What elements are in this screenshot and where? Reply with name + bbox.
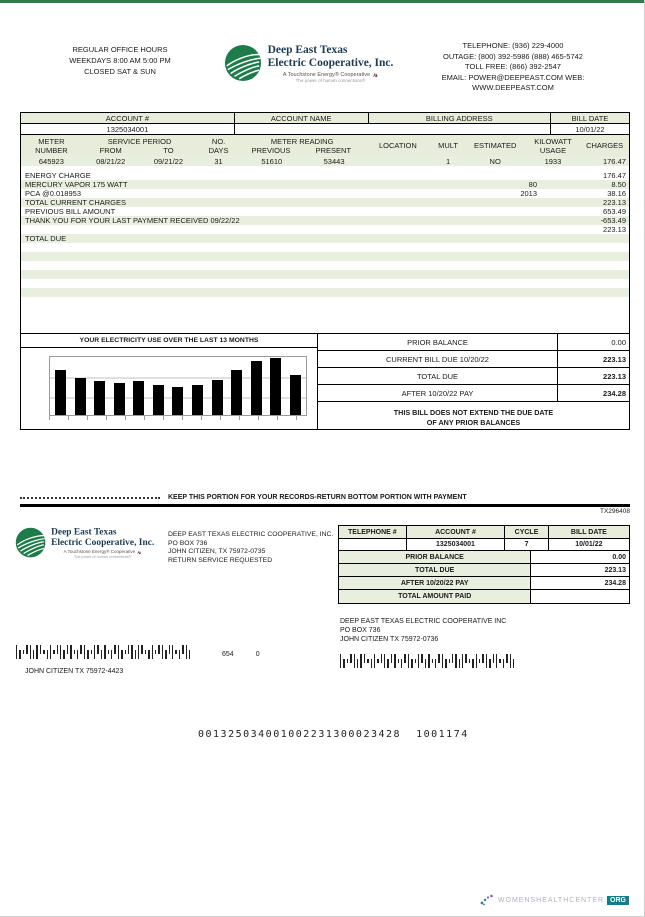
charge-label: TOTAL DUE [25,234,67,243]
barcode-bar [94,645,95,659]
remit-postal-barcode [340,654,514,668]
balance-row-value: 223.13 [557,351,629,367]
barcode-bar [398,659,399,663]
charge-amount: 8.50 [611,180,626,189]
contact-line-telephone: TELEPHONE: (936) 229-4000 [462,41,564,50]
barcode-bar [418,654,419,668]
stub-row-value: 223.13 [530,564,629,576]
charge-label: PCA @0.018953 [25,189,81,198]
touchstone-subtagline: The power of human connections® [74,554,132,559]
barcode-bar [415,659,416,663]
charge-amount: 223.13 [603,198,626,207]
barcode-bar [506,654,507,663]
barcode-bar [63,650,64,659]
account-values-row [21,124,629,135]
return-address-line: DEEP EAST TEXAS ELECTRIC COOPERATIVE, INC. [168,531,334,538]
barcode-bar [101,650,102,659]
contact-line-website: WWW.DEEPEAST.COM [472,83,554,92]
office-hours-line: REGULAR OFFICE HOURS [72,45,168,54]
contact-info-block [397,38,629,94]
coop-circle-logo-icon [224,44,262,82]
usage-bar [270,358,281,415]
charge-row [21,288,629,297]
barcode-bar [465,654,466,663]
charge-label: PREVIOUS BILL AMOUNT [25,207,116,216]
barcode-bar [411,659,412,668]
barcode-bar [50,645,51,659]
barcode-bar [421,654,422,663]
return-address-line: RETURN SERVICE REQUESTED [168,556,273,564]
watermark [479,894,629,906]
stub-company-logo [15,527,154,559]
barcode-bar [145,650,146,654]
barcode-bar [131,645,132,659]
meter-header-row [21,135,629,156]
barcode-bar [74,650,75,654]
balance-row [318,351,629,368]
barcode-bar [469,659,470,663]
present-reading-value: 53443 [323,156,345,166]
usage-bar [94,381,105,415]
contact-line-email: EMAIL: POWER@DEEPEAST.COM WEB: [441,72,585,82]
balance-row-value: 223.13 [557,368,629,384]
stub-company-name [51,527,154,559]
barcode-bar [155,650,156,654]
barcode-bar [67,645,68,654]
barcode-bar [343,659,344,668]
barcode-bar [486,654,487,668]
usage-chart-title: YOUR ELECTRICITY USE OVER THE LAST 13 MONTHS [21,334,317,348]
service-period-header: SERVICE PERIOD FROM TO [99,136,174,155]
stub-account-header: ACCOUNT # [406,526,505,538]
balance-row-label: PRIOR BALANCE [407,337,468,347]
usage-bar [192,385,203,415]
charge-row [21,207,629,216]
charge-row [21,198,629,207]
barcode-bar [442,654,443,668]
balance-row-label: CURRENT BILL DUE 10/20/22 [386,354,489,364]
remit-address-line: DEEP EAST TEXAS ELECTRIC COOPERATIVE INC [340,618,507,625]
mult-value: 1 [445,156,451,166]
barcode-bar [472,659,473,668]
barcode-bar [128,645,129,654]
usage-chart-axis-ticks [49,416,307,420]
barcode-bar [435,659,436,668]
company-logo [224,44,394,94]
barcode-bar [391,654,392,663]
barcode-bar [175,650,176,654]
stub-balance-row [339,564,629,577]
charge-row [21,243,629,252]
barcode-bar [30,645,31,659]
barcode-bar [462,654,463,668]
touchstone-flame-icon [137,550,142,555]
balance-row [318,368,629,385]
balance-row [318,334,629,351]
barcode-bar [80,645,81,654]
billing-address-header: BILLING ADDRESS [368,113,550,123]
usage-bar [55,370,66,415]
barcode-bar [408,654,409,668]
company-name-line2: Electric Cooperative, Inc. [51,537,155,548]
account-name-header: ACCOUNT NAME [234,113,368,123]
charge-label: THANK YOU FOR YOUR LAST PAYMENT RECEIVED 09/22/22 [25,216,240,225]
meter-reading-header: METER READING PREVIOUS PRESENT [251,136,352,155]
stub-row-value: 0.00 [530,551,629,563]
previous-reading-value: 51610 [261,156,283,166]
barcode-bar [381,654,382,663]
barcode-bar [340,654,341,668]
usage-bar [231,370,242,415]
stub-cycle-header: CYCLE [504,526,548,538]
bill-summary-table [20,112,630,333]
barcode-bar [165,650,166,659]
touchstone-tagline-text: A Touchstone Energy® Cooperative [282,72,371,78]
barcode-bar [43,650,44,654]
balance-row-label: AFTER 10/20/22 PAY [401,388,474,398]
touchstone-flame-icon [372,72,378,78]
due-date-note-line2: OF ANY PRIOR BALANCES [426,418,521,427]
barcode-bar [449,659,450,663]
barcode-bar [33,650,34,659]
billing-address-value [368,124,550,134]
barcode-bar [499,659,500,663]
usage-chart-bars [55,357,301,415]
barcode-bar [482,654,483,663]
barcode-bar [387,659,388,668]
charge-row [21,225,629,234]
charge-row [21,171,629,180]
balance-row-value: 0.00 [557,334,629,350]
customer-address-line: JOHN CITIZEN TX 75972-4423 [25,668,124,675]
charge-amount: 176.47 [603,171,626,180]
customer-postal-barcode [16,645,190,659]
stub-row-value: 234.28 [530,577,629,589]
form-code: TX296408 [600,508,630,515]
ocr-scanline: 001325034001002231300023428 1001174 [198,729,469,740]
charge-amount: 223.13 [603,225,626,234]
stub-balance-rows [339,551,629,603]
barcode-bar [148,650,149,659]
barcode-bar [53,650,54,654]
barcode-bar [513,659,514,668]
charge-row [21,297,629,306]
charge-row [21,180,629,189]
barcode-bar [77,650,78,659]
watermark-text: WOMENSHEALTHCENTER [497,896,605,904]
stub-balance-row [339,577,629,590]
barcode-bar [135,650,136,659]
office-hours-line: CLOSED SAT & SUN [84,67,156,76]
coop-circle-logo-icon [15,527,46,558]
account-number-header: ACCOUNT # [105,113,149,123]
balance-row-value: 234.28 [557,385,629,401]
barcode-bar [26,645,27,654]
remit-address-line: JOHN CITIZEN TX 75972-0736 [340,636,439,643]
barcode-bar [87,650,88,659]
stub-table-values-row [339,539,629,551]
barcode-bar [152,645,153,659]
barcode-bar [438,654,439,663]
barcode-bar [350,654,351,663]
balance-summary-box [318,333,630,430]
charge-row [21,252,629,261]
touchstone-tagline-text: A Touchstone Energy® Cooperative [63,549,136,555]
barcode-bar [138,645,139,659]
usage-chart-plot [49,356,307,416]
barcode-bar [70,645,71,659]
tear-off-divider [20,494,630,515]
barcode-bar [425,659,426,668]
location-header: LOCATION [379,141,417,150]
barcode-bar [496,654,497,668]
stub-row-value [530,590,629,603]
barcode-bar [158,645,159,654]
stub-balance-row [339,551,629,564]
sort-code-left: 654 [222,651,234,658]
barcode-bar [172,645,173,659]
watermark-badge: ORG [607,896,629,905]
office-hours-line: WEEKDAYS 8:00 AM 5:00 PM [69,56,171,65]
barcode-bar [36,645,37,659]
sort-code-right: 0 [255,651,260,658]
barcode-bar [452,654,453,663]
company-name [268,44,394,83]
barcode-bar [179,650,180,659]
charge-row [21,270,629,279]
meter-number-header: METER NUMBER [35,136,68,155]
estimated-value: NO [489,156,501,166]
barcode-bar [40,645,41,654]
office-hours-block [20,38,220,94]
stub-table-header-row [339,526,629,539]
stub-balance-row [339,590,629,603]
barcode-bar [432,659,433,663]
barcode-bar [347,659,348,663]
barcode-bar [23,650,24,654]
charges-header: CHARGES [586,141,624,150]
barcode-bar [118,645,119,659]
barcode-bar [364,654,365,663]
barcode-bar [503,659,504,668]
balance-row-label: TOTAL DUE [416,371,459,381]
charge-row [21,189,629,198]
barcode-bar [57,645,58,654]
account-header-row [21,112,629,124]
barcode-bar [459,659,460,668]
stub-account-value: 1325034001 [406,539,505,550]
account-number-value: 1325034001 [106,124,149,134]
usage-bar [114,383,125,415]
location-value [364,156,431,166]
barcode-bar [125,650,126,654]
balance-row [318,385,629,402]
barcode-bar [114,645,115,654]
barcode-bar [377,659,378,663]
barcode-bar [141,645,142,654]
barcode-bar [121,650,122,659]
company-name-line1: Deep East Texas [51,527,117,537]
charge-amount: 653.49 [603,207,626,216]
mail-sort-codes [222,651,260,658]
barcode-bar [182,645,183,654]
keep-portion-instruction: KEEP THIS PORTION FOR YOUR RECORDS-RETURN BOTTOM PORTION WITH PAYMENT [168,494,467,501]
charge-amount: 38.16 [607,189,626,198]
barcode-bar [97,645,98,654]
charge-label: MERCURY VAPOR 175 WATT [25,180,128,189]
service-from-value: 08/21/22 [96,156,126,166]
usage-bar [290,375,301,415]
contact-line-tollfree: TOLL FREE: (866) 392-2547 [465,62,561,71]
usage-bar [251,361,262,415]
return-address-block [168,531,333,565]
barcode-bar [360,654,361,668]
no-days-header: NO. DAYS [208,136,229,155]
barcode-bar [374,654,375,668]
charge-label: TOTAL CURRENT CHARGES [25,198,126,207]
service-to-value: 09/21/22 [153,156,184,166]
stub-bill-date-header: BILL DATE [548,526,629,538]
barcode-bar [47,650,48,659]
charge-row [21,216,629,225]
page-top-green-rule [0,0,644,3]
divider-rule [20,504,630,507]
charge-row [21,234,629,243]
touchstone-subtagline: The power of human connections® [295,78,366,83]
bill-date-value: 10/01/22 [550,124,629,134]
bill-date-header: BILL DATE [550,113,629,123]
barcode-bar [428,654,429,668]
meter-values-row [21,156,629,166]
charge-row [21,279,629,288]
meter-number-value: 645923 [38,156,64,166]
stub-row-label: PRIOR BALANCE [339,551,530,563]
barcode-bar [384,654,385,668]
barcode-bar [401,659,402,668]
stub-summary-table [338,525,630,604]
barcode-bar [394,654,395,668]
charge-qty: 2013 [520,189,537,198]
usage-bar [153,385,164,415]
barcode-bar [510,654,511,668]
barcode-bar [357,659,358,668]
barcode-bar [19,650,20,659]
stub-row-label: TOTAL DUE [339,564,530,576]
barcode-bar [476,654,477,668]
barcode-bar [489,659,490,668]
charges-value: 176.47 [602,156,626,166]
charge-qty: 80 [528,180,537,189]
watermark-dots-icon [479,894,495,906]
perforation-dots [20,497,160,499]
barcode-bar [479,659,480,663]
contact-line-outage: OUTAGE: (800) 392-5986 (888) 465-5742 [443,51,583,61]
barcode-bar [91,650,92,654]
usage-bar [212,380,223,415]
mult-header: MULT [438,141,459,150]
barcode-bar [189,650,190,659]
stub-row-label: TOTAL AMOUNT PAID [339,590,530,603]
stub-telephone-value [339,539,406,550]
company-logo-block [220,38,397,94]
kilowatt-usage-value: 1933 [544,156,562,166]
usage-bar [133,381,144,415]
company-name-line1: Deep East Texas [267,44,348,56]
bill-header [20,38,629,94]
barcode-bar [455,654,456,668]
barcode-bar [16,645,17,659]
barcode-bar [371,659,372,668]
barcode-bar [367,659,368,663]
account-name-value [234,124,368,134]
return-address-line: PO BOX 736 [168,539,208,547]
usage-bar [75,378,86,415]
barcode-bar [104,645,105,659]
charge-row [21,261,629,270]
barcode-bar [354,654,355,668]
barcode-bar [404,654,405,663]
stub-row-label: AFTER 10/20/22 PAY [339,577,530,589]
barcode-bar [108,650,109,654]
charge-amount: -653.49 [600,216,626,225]
kilowatt-usage-header: KILOWATT USAGE [534,136,572,155]
due-date-note [318,402,629,428]
remit-address-block [340,617,506,644]
barcode-bar [186,645,187,659]
barcode-bar [162,645,163,659]
stub-bill-date-value: 10/01/22 [548,539,629,550]
estimated-header: ESTIMATED [474,141,517,150]
barcode-bar [493,654,494,663]
barcode-bar [84,645,85,659]
charge-label: ENERGY CHARGE [25,171,91,180]
stub-cycle-value: 7 [504,539,548,550]
charges-rows [21,171,629,306]
barcode-bar [111,650,112,659]
company-name-line2: Electric Cooperative, Inc. [267,57,394,69]
balance-rows [318,334,629,402]
return-address-line: JOHN CITIZEN, TX 75972-0735 [168,548,266,555]
barcode-bar [445,659,446,668]
usage-bar [172,387,183,415]
remit-address-line: PO BOX 736 [340,627,381,634]
usage-chart-box [20,333,318,430]
barcode-bar [60,645,61,659]
due-date-note-line1: THIS BILL DOES NOT EXTEND THE DUE DATE [393,408,554,417]
days-value: 31 [214,156,223,166]
barcode-bar [169,645,170,654]
stub-telephone-header: TELEPHONE # [348,528,397,536]
